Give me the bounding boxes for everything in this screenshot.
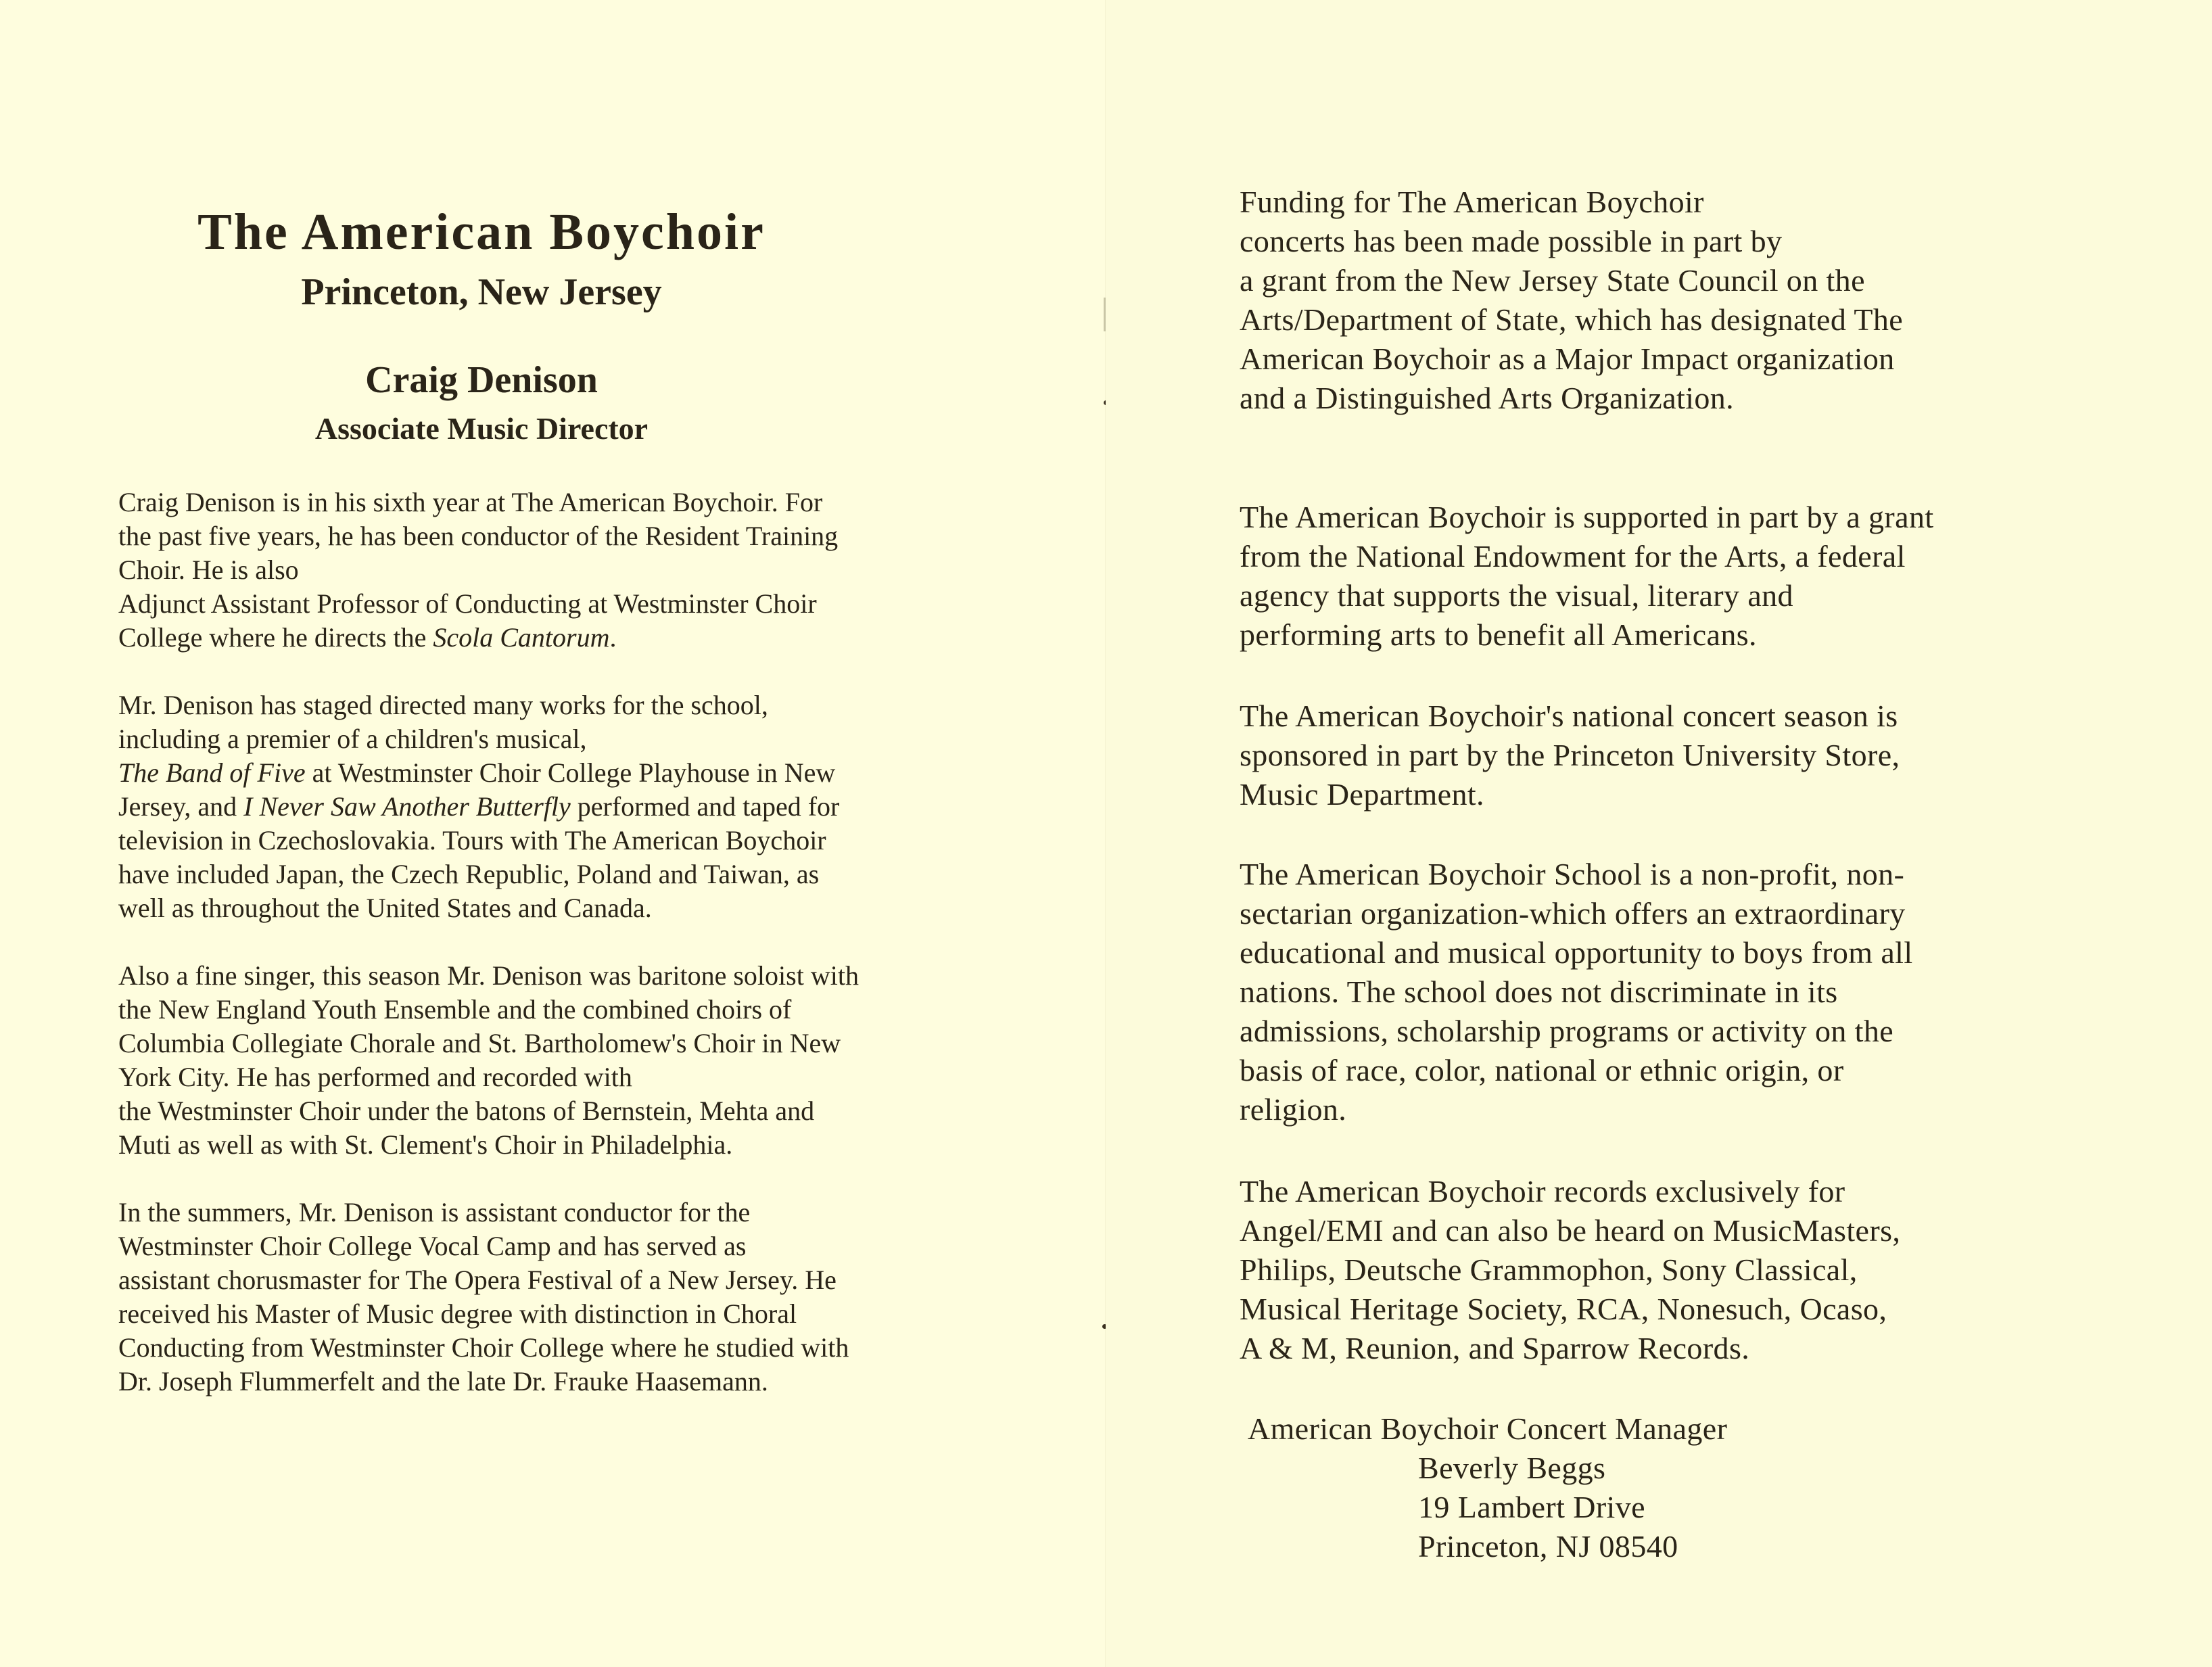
records-paragraph bbox=[1240, 1172, 2200, 1368]
manager-city: Princeton, NJ 08540 bbox=[1418, 1529, 1678, 1564]
text-line bbox=[118, 790, 1011, 824]
text-line: Dr. Joseph Flummerfelt and the late Dr. Frauke Haasemann. bbox=[118, 1366, 768, 1396]
text-line: The American Boychoir's national concert season is bbox=[1240, 699, 1898, 733]
text-line: The American Boychoir records exclusively for bbox=[1240, 1174, 1845, 1208]
text-line: basis of race, color, national or ethnic origin, or bbox=[1240, 1053, 1844, 1087]
text-line: television in Czechoslovakia. Tours with The American Boychoir bbox=[118, 825, 826, 855]
text-line: Conducting from Westminster Choir College where he studied with bbox=[118, 1332, 849, 1363]
organization-location: Princeton, New Jersey bbox=[301, 271, 662, 313]
text-line: Mr. Denison has staged directed many works for the school, bbox=[118, 690, 768, 720]
text-run: at Westminster Choir College Playhouse in New bbox=[305, 757, 836, 788]
text-line: well as throughout the United States and Canada. bbox=[118, 893, 652, 923]
manager-heading: American Boychoir Concert Manager bbox=[1248, 1411, 1728, 1446]
text-line: performing arts to benefit all Americans. bbox=[1240, 617, 1757, 652]
bio-paragraph-3 bbox=[118, 959, 1011, 1162]
text-line: Craig Denison is in his sixth year at The American Boychoir. For bbox=[118, 487, 823, 517]
text-line: received his Master of Music degree with distinction in Choral bbox=[118, 1298, 797, 1329]
text-line: a grant from the New Jersey State Council on the bbox=[1240, 263, 1865, 298]
concert-manager-block bbox=[1248, 1409, 2208, 1566]
season-sponsor-paragraph bbox=[1240, 697, 2200, 814]
text-run: Jersey, and bbox=[118, 791, 244, 822]
director-role: Associate Music Director bbox=[314, 411, 649, 446]
text-line: American Boychoir as a Major Impact organization bbox=[1240, 342, 1895, 376]
bio-paragraph-2 bbox=[118, 688, 1011, 925]
text-line: from the National Endowment for the Arts, a federal bbox=[1240, 539, 1906, 573]
text-run: . bbox=[609, 622, 617, 653]
organization-title: The American Boychoir bbox=[197, 204, 766, 260]
text-line: Funding for The American Boychoir bbox=[1240, 185, 1704, 219]
text-line: nations. The school does not discriminate in its bbox=[1240, 975, 1838, 1009]
text-run: College where he directs the bbox=[118, 622, 433, 653]
manager-street: 19 Lambert Drive bbox=[1418, 1490, 1645, 1524]
manager-name: Beverly Beggs bbox=[1418, 1451, 1606, 1485]
text-line: including a premier of a children's musical, bbox=[118, 724, 587, 754]
text-line: Choir. He is also bbox=[118, 555, 299, 585]
text-line: concerts has been made possible in part by bbox=[1240, 224, 1783, 258]
text-line: agency that supports the visual, literary and bbox=[1240, 578, 1793, 613]
text-line: admissions, scholarship programs or activity on the bbox=[1240, 1014, 1894, 1048]
text-line: Musical Heritage Society, RCA, Nonesuch, Ocaso, bbox=[1240, 1292, 1887, 1326]
text-line: assistant chorusmaster for The Opera Festival of a New Jersey. He bbox=[118, 1265, 837, 1295]
work-title: The Band of Five bbox=[118, 757, 306, 788]
text-line: Columbia Collegiate Chorale and St. Bartholomew's Choir in New bbox=[118, 1028, 841, 1058]
text-line: Adjunct Assistant Professor of Conducting at Westminster Choir bbox=[118, 588, 817, 619]
school-paragraph bbox=[1240, 855, 2200, 1129]
text-line: Arts/Department of State, which has designated The bbox=[1240, 302, 1904, 337]
text-line: Muti as well as with St. Clement's Choir in Philadelphia. bbox=[118, 1129, 733, 1160]
ensemble-title: Scola Cantorum bbox=[433, 622, 610, 653]
text-line: sectarian organization-which offers an extraordinary bbox=[1240, 896, 1906, 931]
text-line: Also a fine singer, this season Mr. Denison was baritone soloist with bbox=[118, 960, 859, 991]
bio-paragraph-4 bbox=[118, 1196, 1011, 1399]
text-line bbox=[118, 621, 1011, 655]
text-run: performed and taped for bbox=[570, 791, 840, 822]
text-line: Philips, Deutsche Grammophon, Sony Classical, bbox=[1240, 1252, 1858, 1287]
work-title: I Never Saw Another Butterfly bbox=[243, 791, 571, 822]
text-line: York City. He has performed and recorded with bbox=[118, 1062, 632, 1092]
text-line: the past five years, he has been conductor of the Resident Training bbox=[118, 521, 839, 551]
text-line: the New England Youth Ensemble and the combined choirs of bbox=[118, 994, 792, 1025]
director-name: Craig Denison bbox=[365, 359, 598, 401]
text-line: sponsored in part by the Princeton University Store, bbox=[1240, 738, 1900, 772]
nea-paragraph bbox=[1240, 498, 2200, 655]
text-line: and a Distinguished Arts Organization. bbox=[1240, 381, 1735, 415]
funding-paragraph bbox=[1240, 183, 2200, 418]
text-line: Music Department. bbox=[1240, 777, 1484, 812]
text-line: Westminster Choir College Vocal Camp and has served as bbox=[118, 1231, 747, 1261]
text-line: religion. bbox=[1240, 1092, 1347, 1127]
text-line: The American Boychoir School is a non-profit, non- bbox=[1240, 857, 1905, 891]
text-line: Angel/EMI and can also be heard on MusicMasters, bbox=[1240, 1213, 1901, 1248]
text-line: the Westminster Choir under the batons of Bernstein, Mehta and bbox=[118, 1096, 815, 1126]
text-line: A & M, Reunion, and Sparrow Records. bbox=[1240, 1331, 1750, 1365]
text-line: have included Japan, the Czech Republic, Poland and Taiwan, as bbox=[118, 859, 820, 889]
text-line: The American Boychoir is supported in part by a grant bbox=[1240, 500, 1934, 534]
text-line bbox=[118, 756, 1011, 790]
bio-paragraph-1 bbox=[118, 486, 1011, 655]
text-line: educational and musical opportunity to boys from all bbox=[1240, 935, 1913, 970]
text-line: In the summers, Mr. Denison is assistant conductor for the bbox=[118, 1197, 751, 1227]
